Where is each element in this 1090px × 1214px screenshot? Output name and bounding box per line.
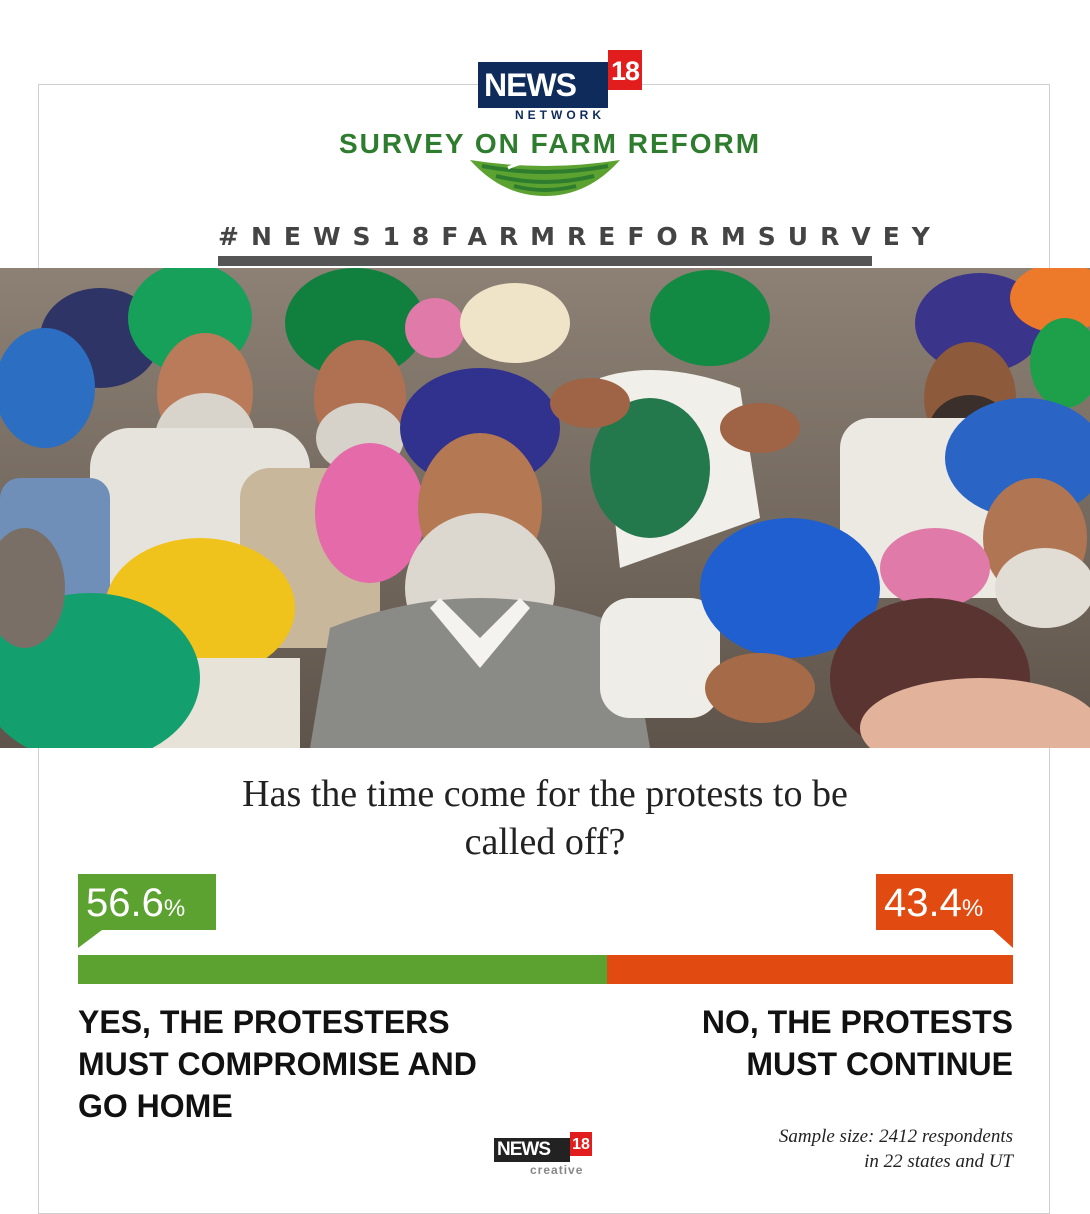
yes-badge-pointer xyxy=(78,930,102,950)
yes-answer-label: YES, THE PROTESTERS MUST COMPROMISE AND GO HOME xyxy=(78,1004,477,1124)
hashtag-underline xyxy=(218,256,872,266)
no-answer-label: NO, THE PROTESTS MUST CONTINUE xyxy=(701,1004,1013,1082)
yes-percentage-value: 56.6 xyxy=(86,881,164,925)
no-share-segment xyxy=(607,955,1013,984)
logo-subtitle: NETWORK xyxy=(515,108,605,122)
footer-logo-subtitle: creative xyxy=(530,1163,584,1177)
sample-size-line-1: Sample size: 2412 respondents xyxy=(778,1126,1013,1147)
no-badge-pointer xyxy=(993,930,1013,950)
no-percentage-value: 43.4 xyxy=(884,881,962,925)
news18-creative-logo xyxy=(494,1132,598,1182)
poll-result-bar xyxy=(78,955,1013,984)
yes-percentage-badge xyxy=(78,874,216,930)
no-percentage-badge xyxy=(876,874,1013,930)
photo-illustration xyxy=(0,268,1090,748)
news18-network-logo xyxy=(478,50,642,120)
farmers-crowd-photo xyxy=(0,268,1090,748)
sample-size-line-2: in 22 states and UT xyxy=(864,1151,1013,1172)
sample-size-note xyxy=(690,1124,1013,1174)
yes-share-segment xyxy=(78,955,607,984)
yes-percentage-unit: % xyxy=(163,895,186,922)
logo-word: NEWS xyxy=(478,62,608,108)
farm-field-icon xyxy=(468,158,622,198)
logo-number: 18 xyxy=(608,50,642,90)
survey-title: SURVEY ON FARM REFORM xyxy=(338,128,762,159)
hashtag: #NEWS18FARMREFORMSURVEY xyxy=(218,222,942,251)
footer-logo-number: 18 xyxy=(570,1132,592,1156)
no-percentage-unit: % xyxy=(961,895,984,922)
footer-logo-word: NEWS xyxy=(494,1138,570,1162)
poll-question: Has the time come for the protests to be called off? xyxy=(242,773,848,863)
